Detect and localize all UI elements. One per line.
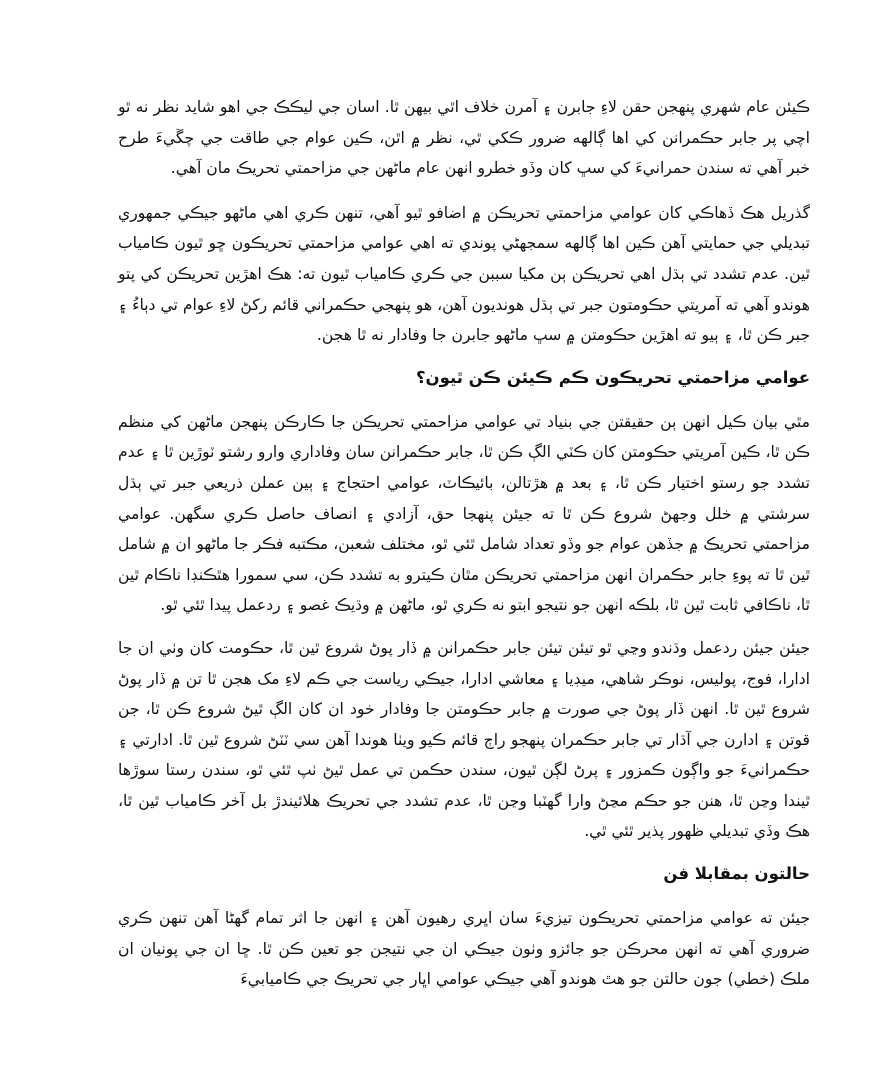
section-heading-1: عوامي مزاحمتي تحريڪون ڪم ڪيئن ڪن ٿيون؟ bbox=[415, 367, 810, 387]
section-heading-2: حالتون بمقابلا فن bbox=[663, 864, 810, 884]
document-page bbox=[118, 92, 810, 1007]
paragraph-5: جيئن ته عوامي مزاحمتي تحريڪون تيزيءَ سان اڀري رهيون آهن ۽ انهن جا اثر تمام گهڻا آهن تنهن ڪري ضروري آهي ته انهن محرڪن جو جائزو وٺون جيڪي ان جي نتيجن جو تعين ڪن ٿا. ڇا ان جي پونيان ان ملڪ (خطي) جون حالتن جو هٿ هوندو آهي جيڪي عوامي اڀار جي تحريڪ جي ڪاميابيءَ bbox=[118, 909, 810, 989]
paragraph-1: ڪيئن عام شهري پنهجن حقن لاءِ جابرن ۽ آمرن خلاف اٿي بيهن ٿا. اسان جي ليڪڪ جي اهو شايد نظر نه ٿو اچي پر جابر حڪمرانن کي اها ڳالهه ضرور ڪکي ٿي، نظر ۾ اٿن، ڪين عوام جي طاقت جي چڱيءَ طرح خبر آهي ته سندن حمرانيءَ کي سڀ کان وڏو خطرو انهن عام ماڻهن جي مزاحمتي تحريڪ مان آهي. bbox=[118, 98, 810, 178]
paragraph-3: مٿي بيان ڪيل انهن ٻن حقيقتن جي بنياد تي عوامي مزاحمتي تحريڪن جا ڪارڪن پنهجن ماڻهن کي منظم ڪن ٿا، ڪين آمريتي حڪومتن کان ڪٽي الڳ ڪن ٿا، جابر حڪمرانن سان وفاداري وارو رشتو ٽوڙين ٿا ۽ عدم تشدد جو رستو اختيار ڪن ٿا، ۽ بعد ۾ هڙتالن، بائيڪاٽ، عوامي احتجاج ۽ ٻين عملن ذريعي جبر تي ٻڌل سرشتي ۾ خلل وجهڻ شروع ڪن ٿا ته جيئن پنهجا حق، آزادي ۽ انصاف حاصل ڪري سگهن. عوامي مزاحمتي تحريڪ ۾ جڏهن عوام جو وڏو تعداد شامل ٿئي ٿو، مختلف شعبن، مڪتبه فڪر جا ماڻهو ان ۾ شامل ٿين ٿا ته پوءِ جابر حڪمران انهن مزاحمتي تحريڪن مٿان ڪيترو به تشدد ڪن، سي سمورا هٿڪنڊا ناڪام ٿين ٿا، ناڪافي ثابت ٿين ٿا، بلڪه انهن جو نتيجو ابتو نه ڪري ٿو، ماڻهن ۾ وڌيڪ غصو ۽ ردعمل پيدا ٿئي ٿو. bbox=[118, 412, 810, 615]
paragraph-4: جيئن جيئن ردعمل وڌندو وڃي ٿو تيئن تيئن جابر حڪمرانن ۾ ڏار پوڻ شروع ٿين ٿا، حڪومت کان وٺي ان جا ادارا، فوج، پوليس، نوڪر شاهي، ميڊيا ۽ معاشي ادارا، جيڪي رياست جي ڪم لاءِ مک هجن ٿا تن ۾ ڏار پوڻ شروع ٿين ٿا. انهن ڏار پوڻ جي صورت ۾ جابر حڪومتن جا وفادار خود ان کان الڳ ٿيڻ شروع ڪن ٿا، جن قوتن ۽ ادارن جي آڌار تي جابر حڪمران پنهجو راڄ قائم ڪيو ويٺا هوندا آهن سي ٽٽڻ شروع ٿين ٿا. ادارتي ۽ حڪمرانيءَ جو واڳون ڪمزور ۽ پرڻ لڳن ٿيون، سندن حڪمن تي عمل ٿيڻ ٺپ ٿئي ٿو، سندن رستا سوڙها ٿيندا وڃن ٿا، هنن جو حڪم مڃڻ وارا گهٽبا وڃن ٿا، عدم تشدد جي تحريڪ هلائيندڙ بل آخر ڪامياب ٿين ٿا، هڪ وڏي تبديلي ظهور پذير ٿئي ٿي. bbox=[118, 638, 810, 841]
paragraph-2: گذريل هڪ ڏهاڪي کان عوامي مزاحمتي تحريڪن ۾ اضافو ٿيو آهي، تنهن ڪري اهي ماڻهو جيڪي جمهوري تبديلي جي حمايتي آهن ڪين اها ڳالهه سمجهڻي پوندي ته اهي عوامي مزاحمتي تحريڪون ڇو ٿيون ڪامياب ٿين. عدم تشدد تي ٻڌل اهي تحريڪن ٻن مکيا سببن جي ڪري ڪامياب ٿيون ته: هڪ اهڙين تحريڪن کي پتو هوندو آهي ته آمريتي حڪومتون جبر تي ٻڌل هونديون آهن، هو پنهجي حڪمراني قائم رکڻ لاءِ عوام تي دٻاءُ ۽ جبر ڪن ٿا، ۽ ٻيو ته اهڙين حڪومتن ۾ سڀ ماڻهو جابرن جا وفادار نه ٿا هجن. bbox=[118, 203, 810, 345]
